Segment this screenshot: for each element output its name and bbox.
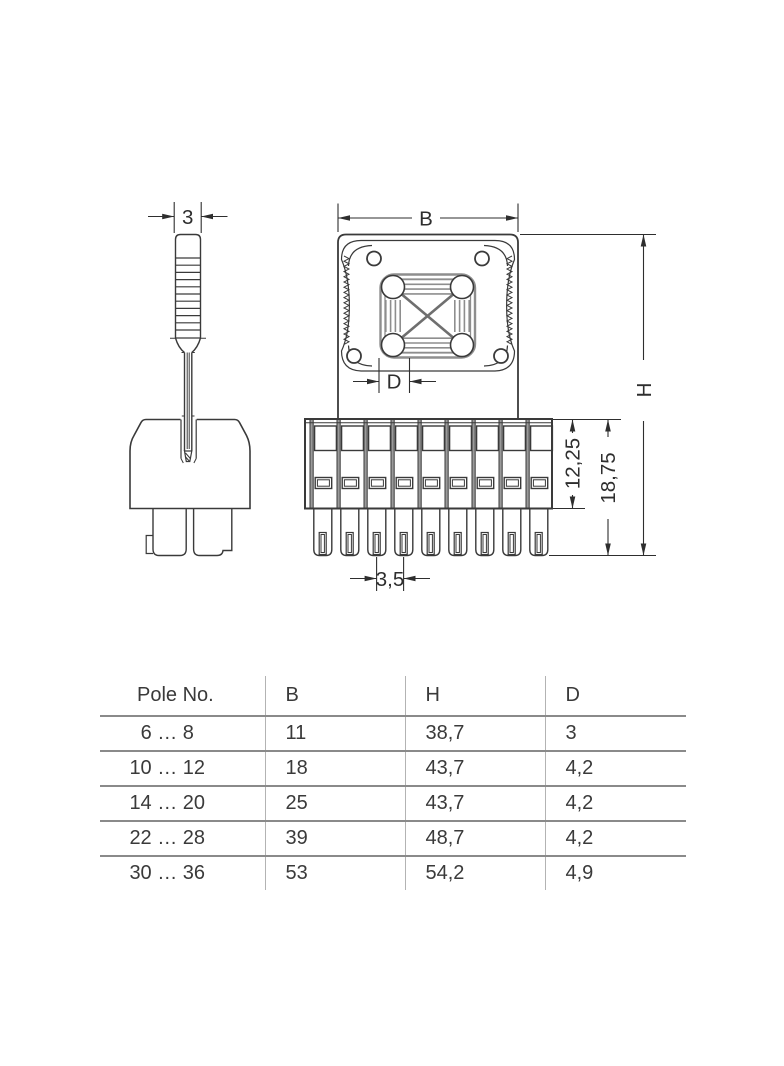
mounting-hole: [347, 349, 361, 363]
cell-d: 4,2: [545, 751, 686, 786]
table-row: [100, 821, 686, 856]
dim-tool-width: [148, 202, 228, 233]
cell-h: 43,7: [405, 786, 545, 821]
connector-front-view: [305, 419, 552, 556]
dim-label-b: B: [419, 207, 433, 231]
table-row: [100, 716, 686, 751]
housing-side-view: [130, 420, 250, 556]
cell-d: 4,9: [545, 856, 686, 890]
cell-pole-no: 30 … 36: [129, 862, 206, 884]
table-row: [100, 786, 686, 821]
dim-label-d: D: [386, 370, 402, 394]
operating-tool-view: [170, 235, 206, 462]
cell-d: 4,2: [545, 821, 686, 856]
cell-d: 3: [545, 716, 686, 751]
cell-b: 53: [265, 856, 405, 890]
cell-h: 54,2: [405, 856, 545, 890]
col-header-d: D: [545, 676, 686, 716]
dim-label-18-75: 18,75: [597, 452, 620, 504]
dimension-table: [100, 676, 686, 890]
cell-pole-no: 22 … 28: [100, 821, 265, 856]
dim-label-3-5: 3,5: [375, 568, 405, 591]
cell-b: 39: [265, 821, 405, 856]
dim-label-12-25: 12,25: [561, 437, 585, 490]
cell-b: 11: [265, 716, 405, 751]
col-header-h: H: [405, 676, 545, 716]
table-row: [100, 856, 686, 890]
connector-top-view: [338, 235, 518, 420]
mounting-hole: [367, 252, 381, 266]
cell-h: 38,7: [405, 716, 545, 751]
cell-pole-no: 6 … 8: [100, 716, 265, 751]
cell-h: 48,7: [405, 821, 545, 856]
dim-d: [353, 358, 436, 394]
mounting-hole: [475, 252, 489, 266]
dim-3-5: [350, 557, 430, 591]
col-header-pole-no: Pole No.: [100, 676, 265, 716]
mounting-hole: [494, 349, 508, 363]
table-row: [100, 751, 686, 786]
cell-pole-no: 14 … 20: [100, 786, 265, 821]
cell-b: 25: [265, 786, 405, 821]
dim-label-h: H: [633, 382, 656, 398]
col-header-b: B: [265, 676, 405, 716]
cell-b: 18: [265, 751, 405, 786]
cell-d: 4,2: [545, 786, 686, 821]
table-header-row: [100, 676, 686, 716]
dim-b: [338, 204, 518, 233]
dim-18-75: [597, 420, 620, 556]
cell-pole-no: 10 … 12: [100, 751, 265, 786]
dim-label-tool-width: 3: [181, 206, 194, 229]
cell-h: 43,7: [405, 751, 545, 786]
dim-12-25: [562, 420, 585, 509]
dim-h: [633, 235, 656, 556]
